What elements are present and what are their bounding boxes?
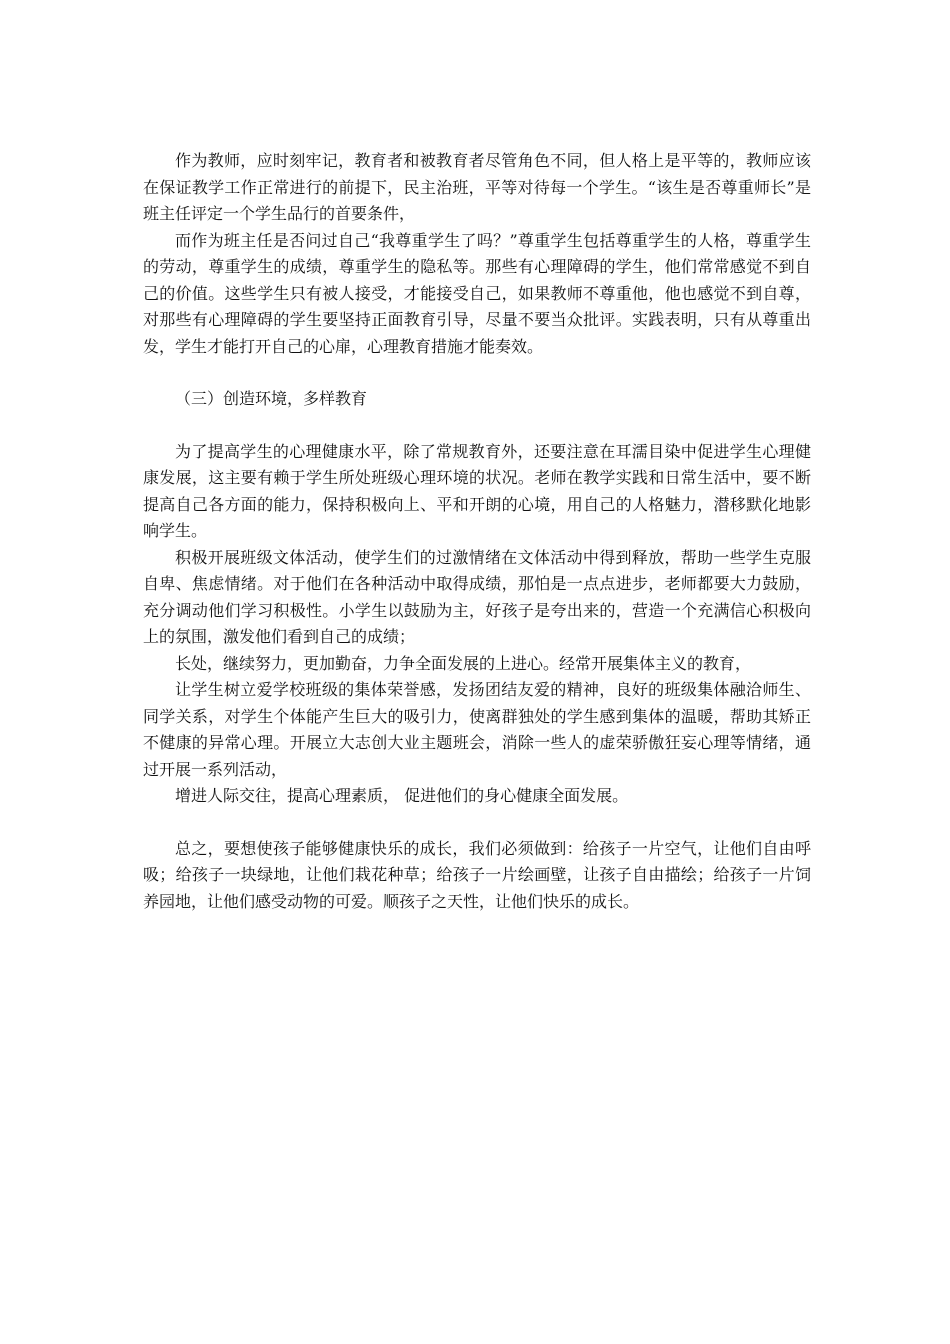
paragraph-teacher-respect: 作为教师，应时刻牢记，教育者和被教育者尽管角色不同，但人格上是平等的，教师应该在保证教学工作正常进行的前提下，民主治班，平等对待每一个学生。“该生是否尊重师长”是班主任评定一个学生品行的首要条件， <box>143 151 811 223</box>
paragraph-activities: 积极开展班级文体活动，使学生们的过激情绪在文体活动中得到释放，帮助一些学生克服自卑、焦虑情绪。对于他们在各种活动中取得成绩，那怕是一点点进步，老师都要大力鼓励，充分调动他们学习积极性。小学生以鼓励为主，好孩子是夸出来的，营造一个充满信心积极向上的氛围，激发他们看到自己的成绩； <box>143 547 811 646</box>
spacer <box>143 810 811 836</box>
paragraph-strengths: 长处，继续努力，更加勤奋，力争全面发展的上进心。经常开展集体主义的教育， <box>175 653 752 673</box>
spacer <box>143 360 811 386</box>
section-heading: （三）创造环境，多样教育 <box>175 389 368 408</box>
paragraph-social-skills: 增进人际交往，提高心理素质， 促进他们的身心健康全面发展。 <box>175 786 629 805</box>
paragraph-collective-honor: 让学生树立爱学校班级的集体荣誉感，发扬团结友爱的精神，良好的班级集体融洽师生、同学关系，对学生个体能产生巨大的吸引力，使离群独处的学生感到集体的温暖，帮助其矫正不健康的异常心理。开展立大志创大业主题班会，消除一些人的虚荣骄傲狂妄心理等情绪，通过开展一系列活动， <box>143 680 811 779</box>
paragraph-respect-students: 而作为班主任是否问过自己“我尊重学生了吗？”尊重学生包括尊重学生的人格，尊重学生的劳动，尊重学生的成绩，尊重学生的隐私等。那些有心理障碍的学生，他们常常感觉不到自己的价值。这些学生只有被人接受，才能接受自己，如果教师不尊重他，他也感觉不到自尊，对那些有心理障碍的学生要坚持正面教育引导，尽量不要当众批评。实践表明，只有从尊重出发，学生才能打开自己的心扉，心理教育措施才能奏效。 <box>143 230 811 356</box>
spacer <box>143 413 811 439</box>
paragraph-conclusion: 总之，要想使孩子能够健康快乐的成长，我们必须做到：给孩子一片空气，让他们自由呼吸；给孩子一块绿地，让他们栽花种草；给孩子一片绘画壁，让孩子自由描绘；给孩子一片饲养园地，让他们感受动物的可爱。顺孩子之天性，让他们快乐的成长。 <box>143 838 811 911</box>
document-body <box>143 148 811 915</box>
paragraph-mental-health: 为了提高学生的心理健康水平，除了常规教育外，还要注意在耳濡目染中促进学生心理健康发展，这主要有赖于学生所处班级心理环境的状况。老师在教学实践和日常生活中，要不断提高自己各方面的能力，保持积极向上、平和开朗的心境，用自己的人格魅力，潜移默化地影响学生。 <box>143 441 811 540</box>
